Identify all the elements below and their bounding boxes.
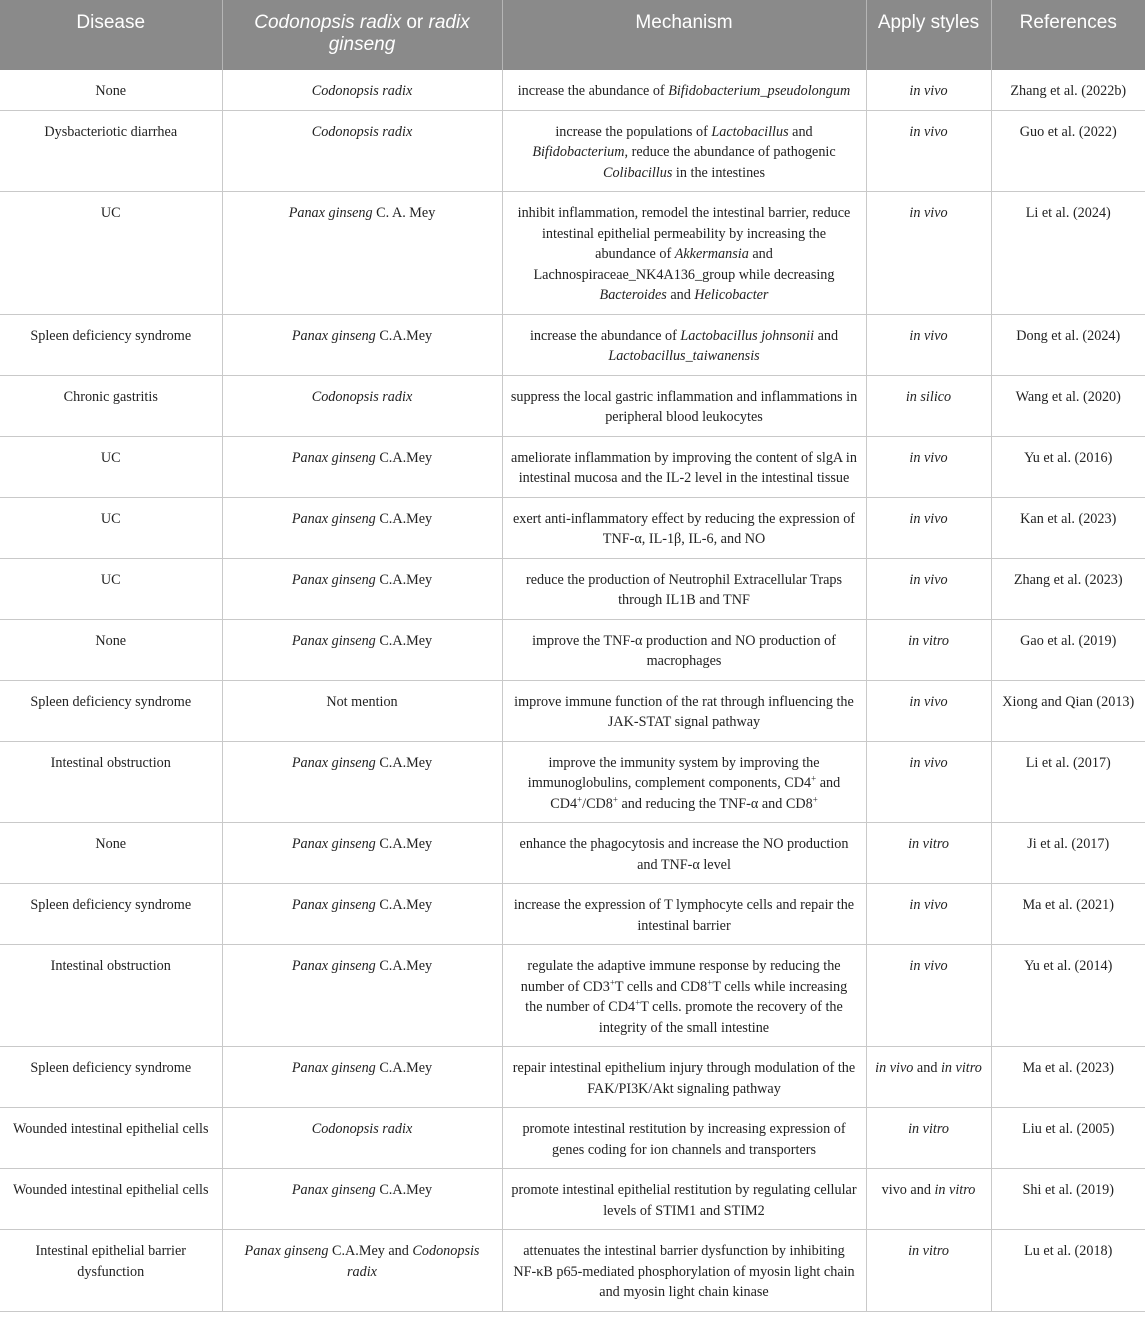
cell-apply-styles — [866, 619, 991, 680]
cell-herb — [222, 70, 502, 110]
table-row — [0, 436, 1145, 497]
cell-reference: Li et al. (2024) — [991, 192, 1145, 315]
cell-mechanism-segment: in the intestines — [672, 164, 765, 181]
cell-mechanism-segment: + — [811, 773, 817, 784]
cell-reference: Guo et al. (2022) — [991, 110, 1145, 192]
table-row — [0, 1108, 1145, 1169]
cell-apply-styles-segment: in vivo — [909, 897, 948, 913]
cell-mechanism-segment: Bifidobacterium_pseudolongum — [668, 83, 851, 99]
cell-herb-segment: Panax ginseng — [291, 897, 376, 913]
cell-herb-segment: C.A.Mey and — [328, 1243, 413, 1259]
cell-mechanism-segment: + — [812, 793, 818, 804]
cell-mechanism — [502, 1108, 866, 1169]
cell-herb-segment: Panax ginseng — [291, 510, 376, 527]
cell-mechanism — [502, 823, 866, 884]
cell-mechanism — [502, 945, 866, 1047]
cell-reference: Ma et al. (2021) — [991, 884, 1145, 945]
cell-herb-segment: Panax ginseng — [288, 205, 373, 221]
cell-herb-segment: Panax ginseng — [291, 571, 376, 588]
cell-disease: Spleen deficiency syndrome — [0, 680, 222, 741]
cell-reference: Wang et al. (2020) — [991, 375, 1145, 436]
cell-mechanism — [502, 680, 866, 741]
cell-mechanism-segment: suppress the local gastric inflammation and inflammations in peripheral blood leukocytes — [510, 388, 858, 425]
cell-herb-segment: Panax ginseng — [291, 632, 376, 649]
cell-mechanism — [502, 1047, 866, 1108]
cell-mechanism-segment: Helicobacter — [694, 287, 769, 303]
cell-mechanism — [502, 110, 866, 192]
cell-mechanism-segment: Lactobacillus johnsonii — [680, 327, 815, 344]
cell-reference: Xiong and Qian (2013) — [991, 680, 1145, 741]
cell-herb — [222, 884, 502, 945]
cell-mechanism-segment: Colibacillus — [603, 164, 673, 181]
cell-reference: Zhang et al. (2023) — [991, 558, 1145, 619]
cell-apply-styles — [866, 314, 991, 375]
cell-mechanism — [502, 619, 866, 680]
table-row — [0, 741, 1145, 823]
cell-herb-segment: C.A.Mey — [375, 836, 433, 852]
cell-apply-styles — [866, 1169, 991, 1230]
cell-reference: Ma et al. (2023) — [991, 1047, 1145, 1108]
cell-herb-segment: Not mention — [326, 693, 398, 710]
cell-disease: UC — [0, 497, 222, 558]
cell-mechanism-segment: + — [635, 997, 641, 1008]
cell-mechanism — [502, 70, 866, 110]
cell-mechanism — [502, 884, 866, 945]
cell-reference: Yu et al. (2014) — [991, 945, 1145, 1047]
cell-disease: Spleen deficiency syndrome — [0, 884, 222, 945]
cell-apply-styles — [866, 884, 991, 945]
cell-herb — [222, 192, 502, 315]
table-row — [0, 375, 1145, 436]
cell-reference: Ji et al. (2017) — [991, 823, 1145, 884]
cell-herb — [222, 436, 502, 497]
cell-apply-styles-segment: in vivo — [909, 693, 948, 710]
cell-mechanism-segment: T cells. promote the recovery of the integrity of the small intestine — [598, 999, 843, 1036]
cell-mechanism-segment: Bacteroides — [599, 287, 667, 303]
table-row — [0, 314, 1145, 375]
cell-mechanism-segment: Bifidobacterium — [532, 144, 625, 160]
cell-apply-styles-segment: in vivo — [909, 958, 948, 974]
cell-herb-segment: Panax ginseng — [291, 1060, 376, 1076]
cell-herb-segment: Panax ginseng — [291, 836, 376, 852]
cell-apply-styles — [866, 1047, 991, 1108]
cell-apply-styles — [866, 680, 991, 741]
table-row — [0, 884, 1145, 945]
cell-apply-styles — [866, 436, 991, 497]
cell-mechanism-segment: , reduce the abundance of pathogenic — [624, 144, 836, 160]
header-apply-styles: Apply styles — [866, 0, 991, 70]
table-row — [0, 70, 1145, 110]
header-mechanism: Mechanism — [502, 0, 866, 70]
cell-apply-styles-segment: vivo and — [881, 1182, 935, 1198]
cell-reference: Li et al. (2017) — [991, 741, 1145, 823]
cell-disease: Wounded intestinal epithelial cells — [0, 1108, 222, 1169]
cell-herb — [222, 1230, 502, 1312]
table-row — [0, 192, 1145, 315]
cell-apply-styles-segment: in vitro — [908, 836, 949, 852]
cell-disease: None — [0, 70, 222, 110]
cell-mechanism-segment: and reducing the TNF-α and CD8 — [617, 795, 813, 812]
cell-apply-styles-segment: in vitro — [940, 1060, 982, 1076]
cell-herb — [222, 741, 502, 823]
cell-mechanism-segment: /CD8 — [582, 795, 613, 812]
cell-disease: Dysbacteriotic diarrhea — [0, 110, 222, 192]
cell-herb-segment: Panax ginseng — [291, 327, 376, 344]
cell-mechanism-segment: and — [814, 327, 839, 344]
cell-apply-styles — [866, 375, 991, 436]
cell-herb — [222, 1169, 502, 1230]
cell-herb-segment: C.A.Mey — [375, 897, 433, 913]
cell-mechanism-segment: increase the abundance of — [517, 83, 669, 99]
table-body — [0, 70, 1145, 1311]
cell-apply-styles-segment: in vivo — [909, 754, 948, 771]
cell-herb — [222, 1047, 502, 1108]
table-row — [0, 1169, 1145, 1230]
cell-herb-segment: C.A.Mey — [375, 571, 433, 588]
cell-herb-segment: C.A.Mey — [375, 1182, 433, 1198]
cell-herb-segment: C.A.Mey — [375, 327, 433, 344]
cell-mechanism-segment: and CD4 — [550, 775, 841, 812]
cell-herb-segment: C. A. Mey — [372, 205, 436, 221]
cell-apply-styles — [866, 1108, 991, 1169]
header-herb-part-3: radix ginseng — [328, 12, 470, 55]
cell-mechanism — [502, 192, 866, 315]
cell-apply-styles-segment: in vivo — [909, 571, 948, 588]
cell-apply-styles-segment: in vivo — [875, 1060, 914, 1076]
cell-herb-segment: Panax ginseng — [291, 1182, 376, 1198]
cell-apply-styles-segment: in vitro — [934, 1182, 976, 1198]
cell-disease: Intestinal epithelial barrier dysfunction — [0, 1230, 222, 1312]
cell-apply-styles-segment: and — [913, 1060, 941, 1076]
cell-mechanism-segment: improve immune function of the rat through influencing the JAK-STAT signal pathway — [514, 693, 854, 730]
cell-apply-styles-segment: in vivo — [909, 510, 948, 527]
cell-apply-styles — [866, 70, 991, 110]
cell-herb-segment: C.A.Mey — [375, 449, 433, 466]
cell-herb-segment: C.A.Mey — [375, 754, 433, 771]
cell-apply-styles-segment: in vitro — [908, 1121, 949, 1137]
cell-apply-styles — [866, 192, 991, 315]
cell-apply-styles-segment: in silico — [905, 388, 952, 405]
cell-mechanism-segment: + — [577, 793, 583, 804]
cell-apply-styles-segment: in vitro — [908, 632, 949, 649]
cell-herb — [222, 680, 502, 741]
cell-apply-styles-segment: in vivo — [909, 123, 948, 140]
cell-herb-segment: C.A.Mey — [375, 632, 433, 649]
table-row — [0, 619, 1145, 680]
header-row — [0, 0, 1145, 70]
cell-mechanism — [502, 375, 866, 436]
cell-herb — [222, 314, 502, 375]
cell-herb-segment: C.A.Mey — [375, 510, 433, 527]
table-row — [0, 680, 1145, 741]
cell-disease: Intestinal obstruction — [0, 945, 222, 1047]
table-row — [0, 823, 1145, 884]
cell-mechanism-segment: ameliorate inflammation by improving the content of slgA in intestinal mucosa and the IL-2 level in the intestinal tissue — [511, 449, 857, 486]
cell-mechanism-segment: regulate the adaptive immune response by reducing the number of CD3 — [520, 958, 841, 995]
cell-herb — [222, 375, 502, 436]
cell-apply-styles — [866, 110, 991, 192]
cell-herb — [222, 558, 502, 619]
cell-mechanism-segment: enhance the phagocytosis and increase the NO production and TNF-α level — [519, 836, 849, 873]
cell-mechanism — [502, 1169, 866, 1230]
cell-mechanism-segment: + — [612, 793, 618, 804]
cell-mechanism-segment: attenuates the intestinal barrier dysfunction by inhibiting NF-κB p65-mediated phosphorylation of myosin light chain and myosin light chain kinase — [513, 1243, 855, 1300]
table-row — [0, 497, 1145, 558]
cell-apply-styles — [866, 741, 991, 823]
cell-herb — [222, 110, 502, 192]
cell-apply-styles — [866, 497, 991, 558]
cell-apply-styles — [866, 1230, 991, 1312]
cell-mechanism-segment: and — [666, 287, 695, 303]
cell-mechanism — [502, 497, 866, 558]
cell-mechanism-segment: + — [707, 976, 713, 987]
cell-mechanism-segment: T cells while increasing the number of CD4 — [525, 978, 848, 1015]
cell-mechanism-segment: increase the abundance of — [529, 327, 681, 344]
cell-disease: Intestinal obstruction — [0, 741, 222, 823]
cell-disease: UC — [0, 192, 222, 315]
cell-apply-styles-segment: in vivo — [909, 205, 948, 221]
cell-mechanism-segment: and — [788, 123, 813, 140]
cell-mechanism-segment: repair intestinal epithelium injury through modulation of the FAK/PI3K/Akt signaling pathway — [512, 1060, 856, 1097]
cell-mechanism-segment: Lactobacillus — [711, 123, 789, 140]
cell-disease: Chronic gastritis — [0, 375, 222, 436]
table-header — [0, 0, 1145, 70]
cell-herb-segment: Codonopsis radix — [311, 388, 413, 405]
cell-disease: UC — [0, 436, 222, 497]
cell-mechanism-segment: increase the expression of T lymphocyte cells and repair the intestinal barrier — [513, 897, 855, 934]
cell-apply-styles — [866, 945, 991, 1047]
cell-reference: Kan et al. (2023) — [991, 497, 1145, 558]
table-row — [0, 1230, 1145, 1312]
table-row — [0, 1047, 1145, 1108]
cell-mechanism-segment: reduce the production of Neutrophil Extracellular Traps through IL1B and TNF — [526, 571, 842, 608]
cell-mechanism — [502, 558, 866, 619]
table-row — [0, 558, 1145, 619]
cell-disease: Spleen deficiency syndrome — [0, 314, 222, 375]
cell-apply-styles-segment: in vivo — [909, 327, 948, 344]
cell-herb-segment: Panax ginseng — [291, 958, 376, 974]
cell-mechanism-segment: promote intestinal restitution by increasing expression of genes coding for ion channels and transporters — [522, 1121, 846, 1158]
cell-herb-segment: Codonopsis radix — [347, 1243, 480, 1280]
cell-mechanism — [502, 741, 866, 823]
cell-mechanism — [502, 436, 866, 497]
cell-mechanism-segment: improve the immunity system by improving the immunoglobulins, complement components, CD4 — [527, 754, 820, 791]
cell-mechanism-segment: inhibit inflammation, remodel the intestinal barrier, reduce intestinal epithelial permeability by increasing the abundance of — [517, 205, 851, 262]
cell-reference: Zhang et al. (2022b) — [991, 70, 1145, 110]
cell-mechanism-segment: and Lachnospiraceae_NK4A136_group while decreasing — [533, 246, 835, 283]
cell-disease: Spleen deficiency syndrome — [0, 1047, 222, 1108]
cell-disease: UC — [0, 558, 222, 619]
header-disease: Disease — [0, 0, 222, 70]
cell-reference: Liu et al. (2005) — [991, 1108, 1145, 1169]
cell-herb — [222, 1108, 502, 1169]
cell-herb-segment: Codonopsis radix — [311, 83, 413, 99]
cell-herb-segment: C.A.Mey — [375, 1060, 433, 1076]
cell-apply-styles — [866, 823, 991, 884]
cell-mechanism-segment: increase the populations of — [555, 123, 712, 140]
cell-herb-segment: Codonopsis radix — [311, 123, 413, 140]
cell-reference: Gao et al. (2019) — [991, 619, 1145, 680]
cell-herb-segment: Panax ginseng — [291, 754, 376, 771]
cell-mechanism-segment: Akkermansia — [674, 246, 749, 262]
cell-mechanism-segment: exert anti-inflammatory effect by reducing the expression of TNF-α, IL-1β, IL-6, and NO — [512, 510, 856, 547]
cell-mechanism-segment: Lactobacillus_taiwanensis — [608, 348, 760, 364]
cell-mechanism-segment: improve the TNF-α production and NO production of macrophages — [532, 632, 836, 669]
cell-apply-styles-segment: in vivo — [909, 449, 948, 466]
cell-reference: Yu et al. (2016) — [991, 436, 1145, 497]
header-herb-part-2: or — [401, 12, 429, 33]
cell-disease: None — [0, 823, 222, 884]
cell-mechanism-segment: promote intestinal epithelial restitution by regulating cellular levels of STIM1 and STIM2 — [511, 1182, 857, 1219]
cell-herb-segment: C.A.Mey — [375, 958, 433, 974]
header-references: References — [991, 0, 1145, 70]
cell-apply-styles — [866, 558, 991, 619]
cell-disease: None — [0, 619, 222, 680]
cell-herb-segment: Panax ginseng — [244, 1243, 329, 1259]
cell-apply-styles-segment: in vivo — [909, 83, 948, 99]
cell-mechanism — [502, 1230, 866, 1312]
cell-herb — [222, 497, 502, 558]
table-row — [0, 945, 1145, 1047]
cell-reference: Dong et al. (2024) — [991, 314, 1145, 375]
cell-herb-segment: Codonopsis radix — [311, 1121, 413, 1137]
cell-reference: Lu et al. (2018) — [991, 1230, 1145, 1312]
cell-herb — [222, 823, 502, 884]
cell-mechanism-segment: + — [609, 976, 615, 987]
cell-disease: Wounded intestinal epithelial cells — [0, 1169, 222, 1230]
header-herb-part-1: Codonopsis radix — [254, 12, 402, 33]
cell-mechanism — [502, 314, 866, 375]
cell-mechanism-segment: T cells and CD8 — [614, 978, 708, 995]
cell-reference: Shi et al. (2019) — [991, 1169, 1145, 1230]
cell-herb-segment: Panax ginseng — [291, 449, 376, 466]
header-herb — [222, 0, 502, 70]
cell-herb — [222, 945, 502, 1047]
cell-apply-styles-segment: in vitro — [908, 1243, 949, 1259]
cell-herb — [222, 619, 502, 680]
table-row — [0, 110, 1145, 192]
